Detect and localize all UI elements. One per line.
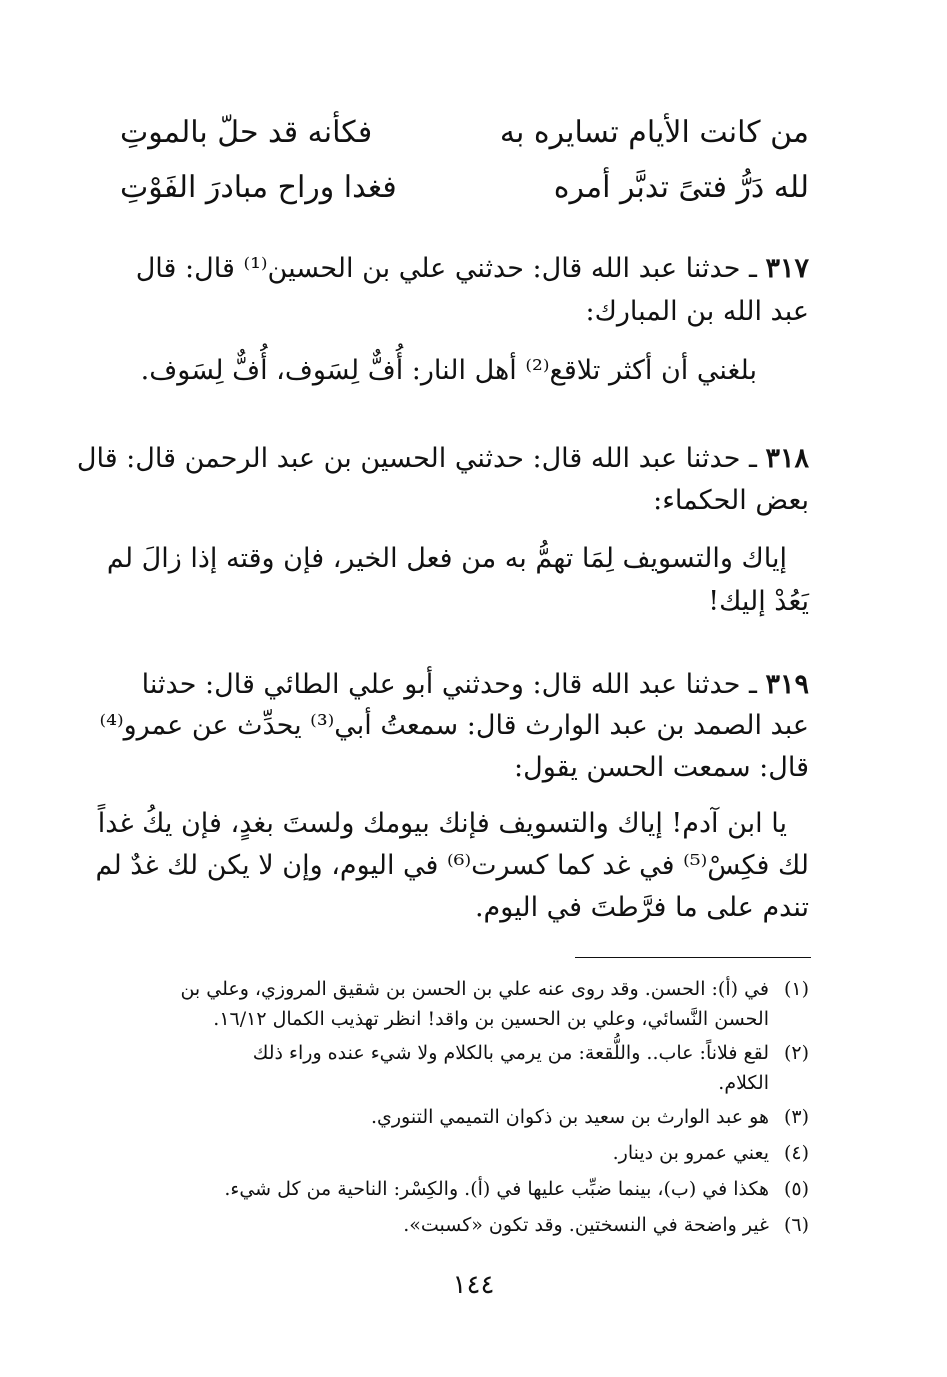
entry-318-line-1	[77, 443, 809, 474]
entry-318-line-2: بعض الحكماء:	[653, 485, 809, 516]
footnote-6-text: غير واضحة في النسختين. وقد تكون «كسبت».	[403, 1214, 769, 1236]
footnote-2-text-1: لقع فلاناً: عاب.. واللُّقعة: من يرمي بالكلام ولا شيء عنده وراء ذلك	[252, 1042, 769, 1064]
entry-317-line-1	[136, 253, 809, 284]
footnote-1-number: (١)	[783, 978, 809, 1000]
footnote-1-line-1	[180, 978, 809, 1000]
entry-318-quote-line-2: يَعُدْ إليك!	[708, 586, 809, 617]
entry-319-quote-line-3: تندم على ما فرَّطتَ في اليوم.	[474, 892, 809, 923]
footnote-1-line-2: الحسن النَّسائي، وعلي بن الحسين بن واقد! انظر تهذيب الكمال ١٦/١٢.	[213, 1008, 769, 1030]
verse-1-first-hemistich: من كانت الأيام تسايره به	[499, 115, 809, 150]
entry-319-quote-line-1: يا ابن آدم! إياك والتسويف فإنك بيومك ولستَ بغدٍ، فإن يكُ غداً	[97, 808, 787, 839]
footnote-5-number: (٥)	[783, 1178, 809, 1200]
footnote-4	[613, 1142, 809, 1164]
footnote-4-text: يعني عمرو بن دينار.	[612, 1142, 769, 1164]
footnote-5-text: هكذا في (ب)، بينما ضبِّب عليها في (أ). والكِسْر: الناحية من كل شيء.	[224, 1178, 769, 1200]
footnote-3-text: هو عبد الوارث بن سعيد بن ذكوان التميمي التنوري.	[370, 1106, 769, 1128]
footnote-2-number: (٢)	[783, 1042, 809, 1064]
entry-317-quote: بلغني أن أكثر تلاقع⁽²⁾ أهل النار: أُفٌّ لِسَوف، أُفٌّ لِسَوف.	[140, 355, 757, 386]
footnote-6	[403, 1214, 809, 1236]
footnote-2-line-1	[253, 1042, 809, 1064]
verse-1-second-hemistich: فكأنه قد حلّ بالموتِ	[120, 115, 373, 150]
footnote-5	[224, 1178, 809, 1200]
footnote-3-number: (٣)	[783, 1106, 809, 1128]
entry-319-line-2: عبد الصمد بن عبد الوارث قال: سمعتُ أبي⁽³⁾ يحدِّث عن عمرو⁽⁴⁾	[99, 710, 809, 741]
entry-319-line-1	[142, 669, 809, 700]
page-number: ١٤٤	[452, 1270, 495, 1300]
footnote-2-line-2: الكلام.	[718, 1072, 769, 1094]
footnote-4-number: (٤)	[783, 1142, 809, 1164]
entry-319-text-1: ـ حدثنا عبد الله قال: وحدثني أبو علي الطائي قال: حدثنا	[141, 669, 757, 700]
footnote-6-number: (٦)	[783, 1214, 809, 1236]
entry-317-line-2: عبد الله بن المبارك:	[585, 296, 809, 327]
entry-318-text-1: ـ حدثنا عبد الله قال: حدثني الحسين بن عبد الرحمن قال: قال	[76, 443, 757, 474]
entry-318-number: ٣١٨	[765, 443, 809, 474]
footnote-1-text-1: في (أ): الحسن. وقد روى عنه علي بن الحسن بن شقيق المروزي، وعلي بن	[180, 978, 769, 1000]
footnote-3	[371, 1106, 809, 1128]
footnote-separator	[575, 957, 811, 958]
entry-319-line-3: قال: سمعت الحسن يقول:	[514, 752, 809, 783]
entry-319-quote-line-2: لك فكِسْ⁽⁵⁾ في غد كما كسرت⁽⁶⁾ في اليوم، وإن لا يكن لك غدٌ لم	[95, 850, 809, 881]
entry-319-number: ٣١٩	[765, 669, 809, 700]
entry-317-text-1: ـ حدثنا عبد الله قال: حدثني علي بن الحسين⁽¹⁾ قال: قال	[135, 253, 757, 284]
verse-2-first-hemistich: لله دَرُّ فتىً تدبَّر أمره	[553, 170, 809, 205]
entry-317-number: ٣١٧	[765, 253, 809, 284]
entry-318-quote-line-1: إياك والتسويف لِمَا تهمُّ به من فعل الخير، فإن وقته إذا زالَ لم	[106, 543, 787, 574]
verse-2-second-hemistich: فغدا وراح مبادرَ الفَوْتِ	[120, 170, 397, 205]
